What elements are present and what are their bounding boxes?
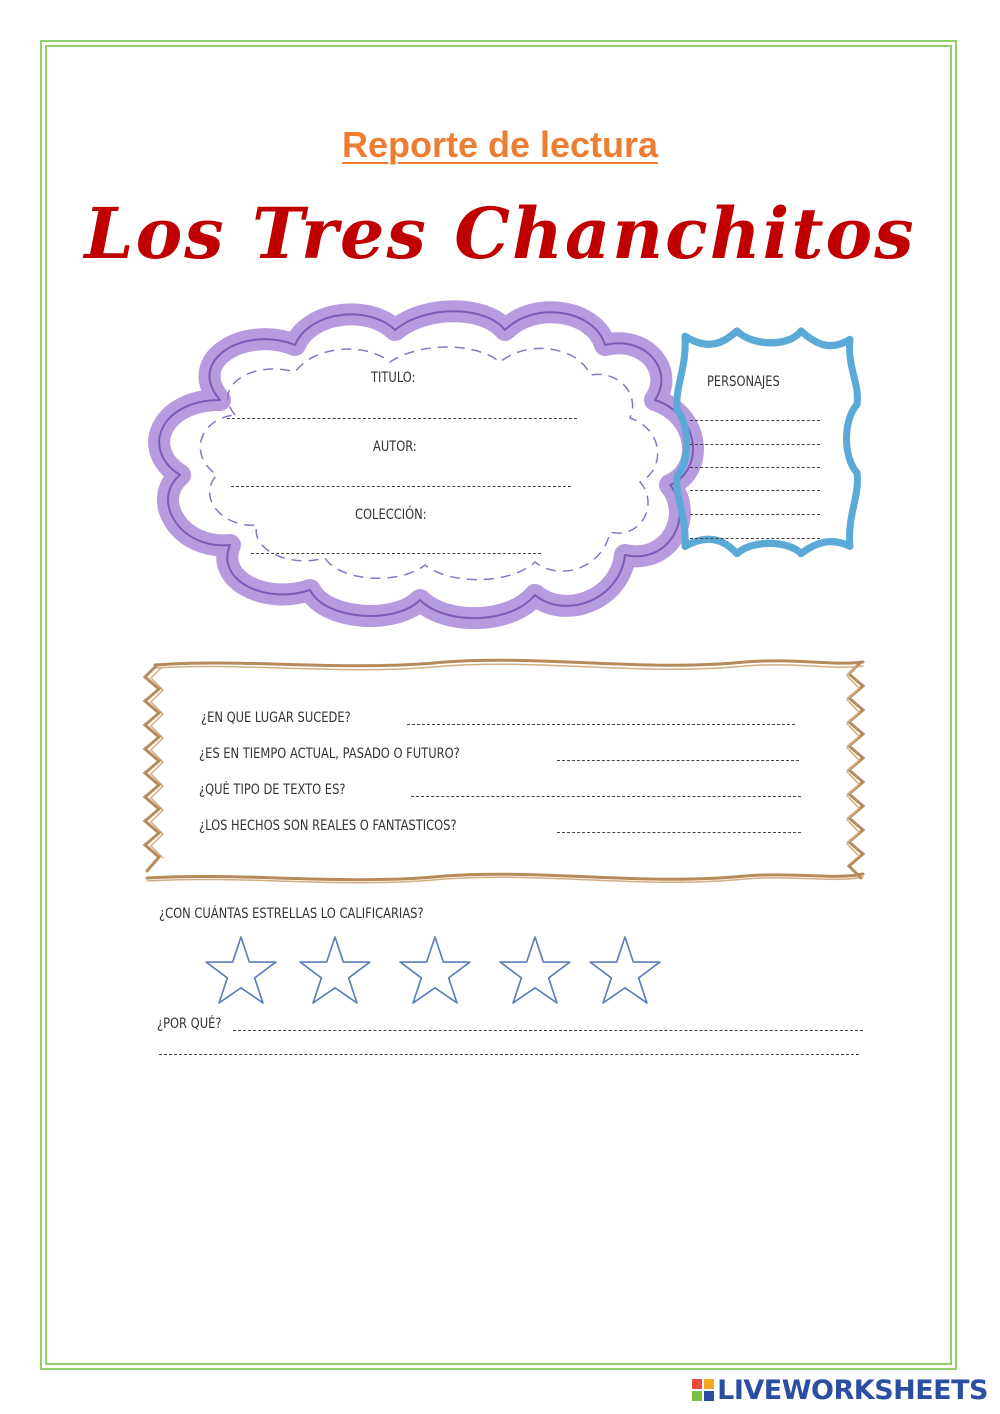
rating-star-icon[interactable]: [203, 934, 279, 1006]
brand-mark-icon: [692, 1379, 714, 1401]
character-line[interactable]: [690, 467, 820, 468]
character-line[interactable]: [690, 420, 820, 421]
brand-square: [692, 1379, 702, 1389]
reading-report-form: [125, 300, 875, 1070]
characters-frame: [677, 331, 858, 554]
question-time: ¿ES EN TIEMPO ACTUAL, PASADO O FUTURO?: [199, 746, 460, 762]
story-title: Los Tres Chanchitos: [84, 192, 916, 275]
collection-answer-line[interactable]: [251, 553, 541, 554]
answer-real-fantastic-line[interactable]: [557, 832, 801, 833]
author-label: AUTOR:: [373, 439, 417, 455]
character-line[interactable]: [690, 514, 820, 515]
cloud-frame: [159, 311, 693, 618]
answer-text-type-line[interactable]: [411, 796, 801, 797]
brand-logo: [692, 1373, 988, 1407]
rating-star-icon[interactable]: [497, 934, 573, 1006]
brand-square: [692, 1391, 702, 1401]
rating-star-icon[interactable]: [397, 934, 473, 1006]
collection-label: COLECCIÓN:: [355, 507, 427, 523]
rating-question: ¿CON CUÁNTAS ESTRELLAS LO CALIFICARIAS?: [159, 906, 424, 922]
rope-frame: [145, 660, 863, 882]
why-label: ¿POR QUÉ?: [157, 1016, 222, 1032]
brand-square: [704, 1391, 714, 1401]
brand-name: LIVEWORKSHEETS: [717, 1374, 988, 1406]
why-answer-line-2[interactable]: [159, 1054, 859, 1055]
character-line[interactable]: [690, 444, 820, 445]
answer-place-line[interactable]: [407, 724, 795, 725]
brand-square: [704, 1379, 714, 1389]
worksheet-heading: Reporte de lectura: [341, 124, 659, 165]
question-text-type: ¿QUÉ TIPO DE TEXTO ES?: [199, 782, 346, 798]
title-label: TITULO:: [371, 370, 416, 386]
question-place: ¿EN QUE LUGAR SUCEDE?: [201, 710, 351, 726]
title-answer-line[interactable]: [227, 418, 577, 419]
rating-star-icon[interactable]: [297, 934, 373, 1006]
character-line[interactable]: [690, 538, 820, 539]
character-line[interactable]: [690, 490, 820, 491]
characters-label: PERSONAJES: [707, 374, 780, 390]
question-real-fantastic: ¿LOS HECHOS SON REALES O FANTASTICOS?: [199, 818, 457, 834]
why-answer-line[interactable]: [233, 1030, 863, 1031]
answer-time-line[interactable]: [557, 760, 799, 761]
author-answer-line[interactable]: [231, 486, 571, 487]
rating-star-icon[interactable]: [587, 934, 663, 1006]
